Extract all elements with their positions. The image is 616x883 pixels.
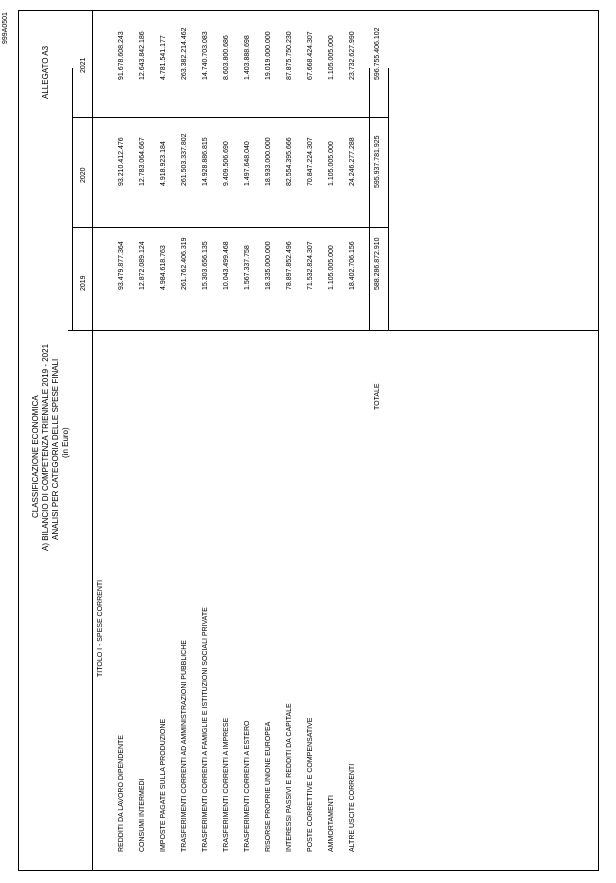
row-value-2019: 15.303.656.135 <box>202 241 209 290</box>
header-line-2: A) BILANCIO DI COMPETENZA TRIENNALE 2019 - 2021 <box>41 343 50 551</box>
label-column-divider <box>68 330 598 331</box>
row-value-2019: 10.043.499.468 <box>223 241 230 290</box>
total-label: TOTALE <box>374 383 381 410</box>
year-2019-header: 2019 <box>80 275 87 291</box>
row-value-2021: 14.740.703.083 <box>202 31 209 80</box>
row-value-2021: 8.603.800.686 <box>223 35 230 80</box>
year-header-divider <box>72 68 73 331</box>
row-label: TRASFERIMENTI CORRENTI A FAMIGLIE E ISTITUZIONI SOCIALI PRIVATE <box>202 607 209 852</box>
row-value-2020: 14.928.886.815 <box>202 137 209 186</box>
year-2020-header: 2020 <box>80 167 87 183</box>
row-label: INTERESSI PASSIVI E REDDITI DA CAPITALE <box>286 703 293 852</box>
row-value-2020: 70.847.224.307 <box>307 137 314 186</box>
row-label: CONSUMI INTERMEDI <box>139 778 146 852</box>
header-line-3: ANALISI PER CATEGORIA DELLE SPESE FINALI <box>51 358 60 540</box>
row-value-2021: 19.019.000.000 <box>265 31 272 80</box>
row-label: TRASFERIMENTI CORRENTI AD AMMINISTRAZIONI PUBBLICHE <box>181 640 188 852</box>
row-value-2019: 18.402.706.156 <box>349 241 356 290</box>
total-2021: 596.755.406.102 <box>374 27 381 80</box>
row-value-2020: 1.497.648.040 <box>244 141 251 186</box>
row-value-2020: 82.554.395.666 <box>286 137 293 186</box>
row-value-2021: 12.643.842.186 <box>139 31 146 80</box>
row-value-2021: 263.382.214.462 <box>181 27 188 80</box>
row-value-2019: 93.479.877.364 <box>118 241 125 290</box>
header-line-1: CLASSIFICAZIONE ECONOMICA <box>31 395 40 518</box>
header-divider <box>92 10 93 871</box>
row-label: TRASFERIMENTI CORRENTI A IMPRESE <box>223 717 230 852</box>
row-value-2021: 4.781.541.177 <box>160 35 167 80</box>
row-value-2019: 18.335.000.000 <box>265 241 272 290</box>
row-value-2020: 93.210.412.476 <box>118 137 125 186</box>
row-value-2020: 12.783.064.667 <box>139 137 146 186</box>
total-2020: 595.937.781.925 <box>374 135 381 188</box>
col-sep-2020-2021 <box>72 117 389 118</box>
page-code: 999A0501 <box>2 12 9 44</box>
border-top <box>18 10 598 11</box>
row-value-2019: 261.762.406.319 <box>181 237 188 290</box>
row-value-2021: 1.105.005.000 <box>328 35 335 80</box>
row-value-2021: 91.678.608.243 <box>118 31 125 80</box>
row-value-2019: 78.897.852.496 <box>286 241 293 290</box>
row-value-2019: 71.532.824.307 <box>307 241 314 290</box>
row-label: TRASFERIMENTI CORRENTI A ESTERO <box>244 720 251 852</box>
border-left <box>18 10 19 871</box>
row-value-2021: 23.732.627.990 <box>349 31 356 80</box>
row-value-2020: 4.918.923.184 <box>160 141 167 186</box>
total-line-left <box>369 68 370 331</box>
total-2019: 588.286.872.910 <box>374 237 381 290</box>
border-bottom <box>18 870 599 871</box>
row-label: RISORSE PROPRIE UNIONE EUROPEA <box>265 721 272 852</box>
row-value-2019: 1.567.337.758 <box>244 245 251 290</box>
row-value-2019: 4.984.618.763 <box>160 245 167 290</box>
row-label: ALTRE USCITE CORRENTI <box>349 763 356 852</box>
row-value-2019: 1.105.005.000 <box>328 245 335 290</box>
row-value-2020: 24.246.277.288 <box>349 137 356 186</box>
year-2021-header: 2021 <box>80 57 87 73</box>
border-right <box>598 10 599 871</box>
row-label: POSTE CORRETTIVE E COMPENSATIVE <box>307 717 314 852</box>
row-label: IMPOSTE PAGATE SULLA PRODUZIONE <box>160 718 167 852</box>
row-value-2021: 67.668.424.307 <box>307 31 314 80</box>
section-title: TITOLO I - SPESE CORRENTI <box>97 579 104 677</box>
row-label: REDDITI DA LAVORO DIPENDENTE <box>118 735 125 852</box>
row-label: AMMORTAMENTI <box>328 795 335 852</box>
row-value-2021: 1.403.888.698 <box>244 35 251 80</box>
row-value-2020: 1.105.005.000 <box>328 141 335 186</box>
row-value-2020: 18.933.000.000 <box>265 137 272 186</box>
row-value-2021: 87.875.750.230 <box>286 31 293 80</box>
row-value-2020: 261.503.337.802 <box>181 133 188 186</box>
row-value-2019: 12.872.089.124 <box>139 241 146 290</box>
col-sep-2019-2020 <box>72 227 389 228</box>
header-line-4: (in Euro) <box>61 427 70 458</box>
allegato-label: ALLEGATO A3 <box>41 45 50 99</box>
row-value-2020: 9.409.506.690 <box>223 141 230 186</box>
total-line-right <box>388 68 389 331</box>
